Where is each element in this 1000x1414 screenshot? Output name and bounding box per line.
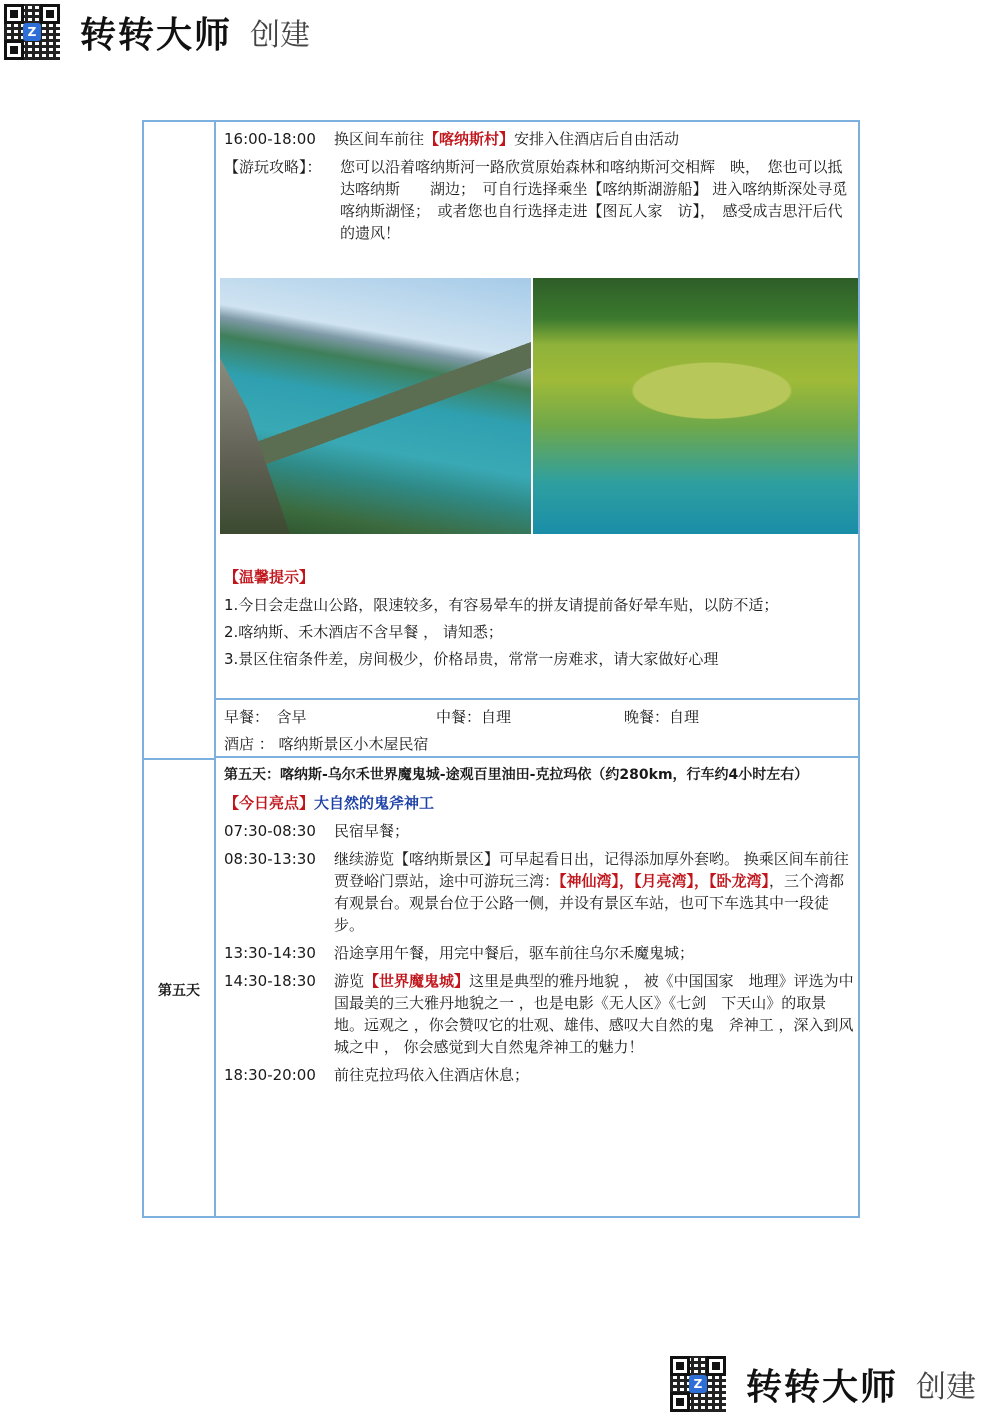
itinerary-table — [142, 120, 860, 1218]
day-divider — [144, 758, 216, 760]
footer-brand — [668, 1354, 976, 1414]
schedule-item — [224, 1064, 856, 1086]
day4-schedule — [224, 128, 856, 250]
meal-lunch: 中餐：自理 — [436, 708, 512, 726]
guide-label: 【游玩攻略】： — [224, 158, 322, 176]
qr-code-icon: Z — [668, 1354, 728, 1414]
tips-block — [224, 566, 856, 675]
item-time: 13:30-14:30 — [224, 944, 316, 962]
meal-breakfast: 早餐： 含早 — [224, 708, 307, 726]
hotel-info: 酒店 ： 喀纳斯景区小木屋民宿 — [224, 735, 429, 753]
schedule-item — [224, 820, 856, 842]
day5-title: 第五天：喀纳斯-乌尔禾世界魔鬼城-途观百里油田-克拉玛依（约280km，行车约4小时左右） — [224, 767, 809, 783]
day5-divider — [216, 756, 860, 758]
schedule-item — [224, 970, 856, 1058]
schedule-item — [224, 128, 856, 150]
brand-sub: 创建 — [250, 18, 311, 53]
tip-line: 2.喀纳斯、禾木酒店不含早餐 ， 请知悉； — [224, 623, 503, 641]
item-desc: 继续游览【喀纳斯景区】可早起看日出，记得添加厚外套哟。 换乘区间车前往贾登峪门票站，途中可游玩三湾：【神仙湾】，【月亮湾】，【卧龙湾】，三个湾都有观景台。观景台位于公路一侧，并设有景区车站，也可下车选其中一段徒步。 — [334, 850, 849, 934]
schedule-item — [224, 942, 856, 964]
schedule-item — [224, 848, 856, 936]
tips-title: 【温馨提示】 — [224, 568, 315, 586]
column-divider — [214, 122, 216, 1218]
item-time: 07:30-08:30 — [224, 822, 316, 840]
photo-row — [220, 278, 858, 534]
item-desc: 沿途享用午餐，用完中餐后，驱车前往乌尔禾魔鬼城； — [334, 944, 695, 962]
item-desc: 游览【世界魔鬼城】这里是典型的雅丹地貌 ， 被《中国国家 地理》评选为中国最美的三大雅丹地貌之一 ，也是电影《无人区》《七剑 下天山》的取景地。远观之 ，你会赞叹它的壮观、雄伟、感叹大自然的鬼 斧神工 ，深入到风城之中 ， 你会感觉到大自然鬼斧神工的魅力！ — [334, 972, 854, 1056]
item-time: 16:00-18:00 — [224, 130, 316, 148]
day5-schedule — [224, 764, 856, 1092]
day5-highlight: 【今日亮点】大自然的鬼斧神工 — [224, 794, 435, 812]
meal-dinner: 晚餐：自理 — [624, 708, 700, 726]
day5-label: 第五天 — [158, 983, 200, 999]
item-desc: 前往克拉玛依入住酒店休息； — [334, 1066, 530, 1084]
brand-name: 转转大师 — [746, 1366, 899, 1408]
item-desc: 民宿早餐； — [334, 822, 410, 840]
guide-text: 您可以沿着喀纳斯河一路欣赏原始森林和喀纳斯河交相辉 映， 您也可以抵达喀纳斯 湖边； 可自行选择乘坐【喀纳斯湖游船】 进入喀纳斯深处寻觅喀纳斯湖怪； 或者您也自行选择走进【图瓦人家 访】， 感受成吉思汗后代的遗风！ — [340, 158, 848, 242]
brand-name: 转转大师 — [80, 14, 233, 56]
qr-code-icon: Z — [2, 2, 62, 62]
tip-line: 1.今日会走盘山公路，限速较多，有容易晕车的拼友请提前备好晕车贴，以防不适； — [224, 596, 779, 614]
item-time: 18:30-20:00 — [224, 1066, 316, 1084]
item-time: 14:30-18:30 — [224, 972, 316, 990]
brand-sub: 创建 — [916, 1370, 977, 1405]
header-brand — [2, 2, 310, 62]
kanas-lake-photo — [220, 278, 531, 534]
lake-island-photo — [533, 278, 858, 534]
tip-line: 3.景区住宿条件差，房间极少，价格昂贵，常常一房难求，请大家做好心理 — [224, 650, 719, 668]
meals-divider — [216, 698, 860, 700]
meals-block — [224, 706, 856, 755]
item-desc: 换区间车前往【喀纳斯村】安排入住酒店后自由活动 — [334, 130, 680, 148]
guide-block — [224, 156, 856, 244]
item-time: 08:30-13:30 — [224, 850, 316, 868]
